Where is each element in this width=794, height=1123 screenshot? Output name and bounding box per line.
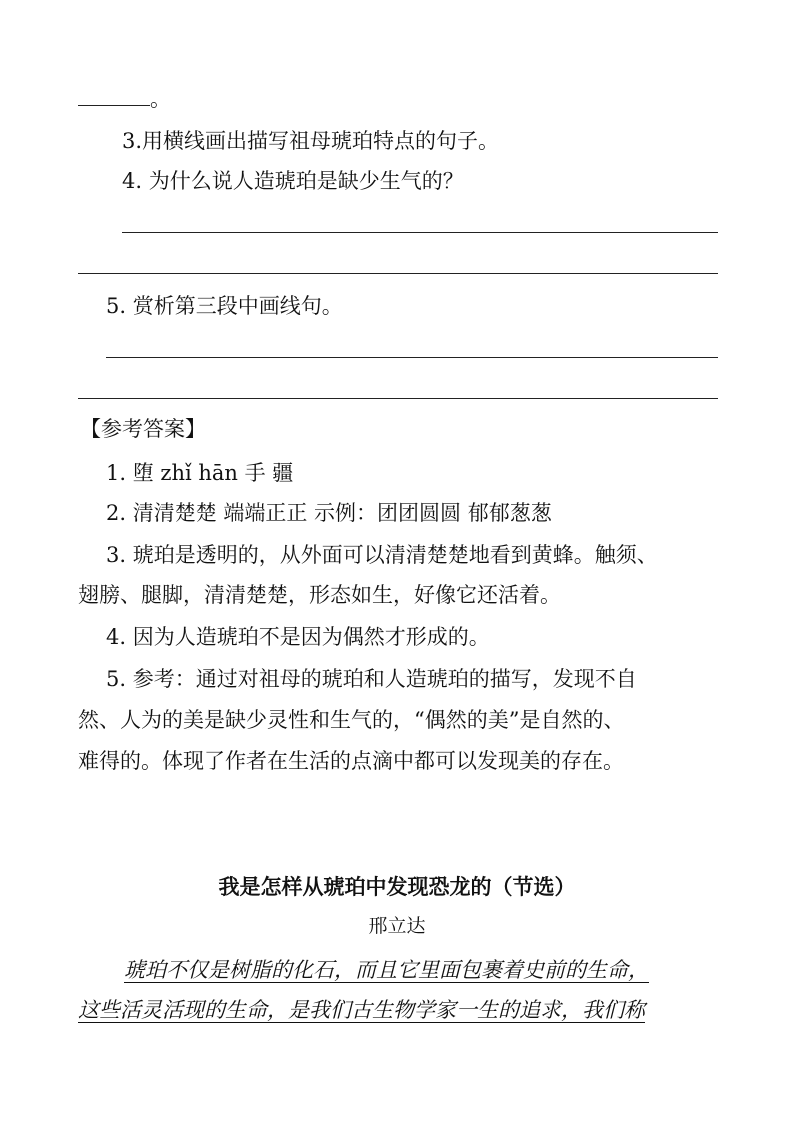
- passage-line-1: 琥珀不仅是树脂的化石，而且它里面包裹着史前的生命，: [124, 958, 649, 982]
- question-3: 3.用横线画出描写祖母琥珀特点的句子。: [122, 129, 500, 153]
- answer-5-line-2: 然、人为的美是缺少灵性和生气的，“偶然的美”是自然的、: [78, 708, 625, 732]
- question-5: 5. 赏析第三段中画线句。: [106, 294, 343, 318]
- answer-3-line-2: 翅膀、腿脚，清清楚楚，形态如生，好像它还活着。: [78, 583, 561, 607]
- answer-2: 2. 清清楚楚 端端正正 示例：团团圆圆 郁郁葱葱: [106, 501, 552, 525]
- fill-blank[interactable]: [78, 87, 150, 106]
- q2-period: 。: [150, 87, 171, 111]
- answer-5-line-1: 5. 参考：通过对祖母的琥珀和人造琥珀的描写，发现不自: [106, 667, 637, 691]
- q2-answer-line: [78, 84, 171, 114]
- answer-3-line-1: 3. 琥珀是透明的，从外面可以清清楚楚地看到黄蜂。触须、: [106, 543, 658, 567]
- answer-5-line-3: 难得的。体现了作者在生活的点滴中都可以发现美的存在。: [78, 749, 624, 773]
- question-4: 4. 为什么说人造琥珀是缺少生气的？: [122, 169, 464, 193]
- answer-rule[interactable]: [106, 357, 718, 358]
- article-author: 邢立达: [368, 915, 426, 937]
- passage-line-2: 这些活灵活现的生命，是我们古生物学家一生的追求，我们称: [78, 998, 645, 1022]
- answer-rule[interactable]: [78, 273, 718, 274]
- article-title: 我是怎样从琥珀中发现恐龙的（节选）: [218, 874, 576, 899]
- answer-1: 1. 堕 zhǐ hān 手 疆: [106, 461, 294, 485]
- answer-rule[interactable]: [78, 398, 718, 399]
- answer-rule[interactable]: [122, 232, 718, 233]
- answer-4: 4. 因为人造琥珀不是因为偶然才形成的。: [106, 625, 490, 649]
- answers-heading: 【参考答案】: [80, 417, 206, 441]
